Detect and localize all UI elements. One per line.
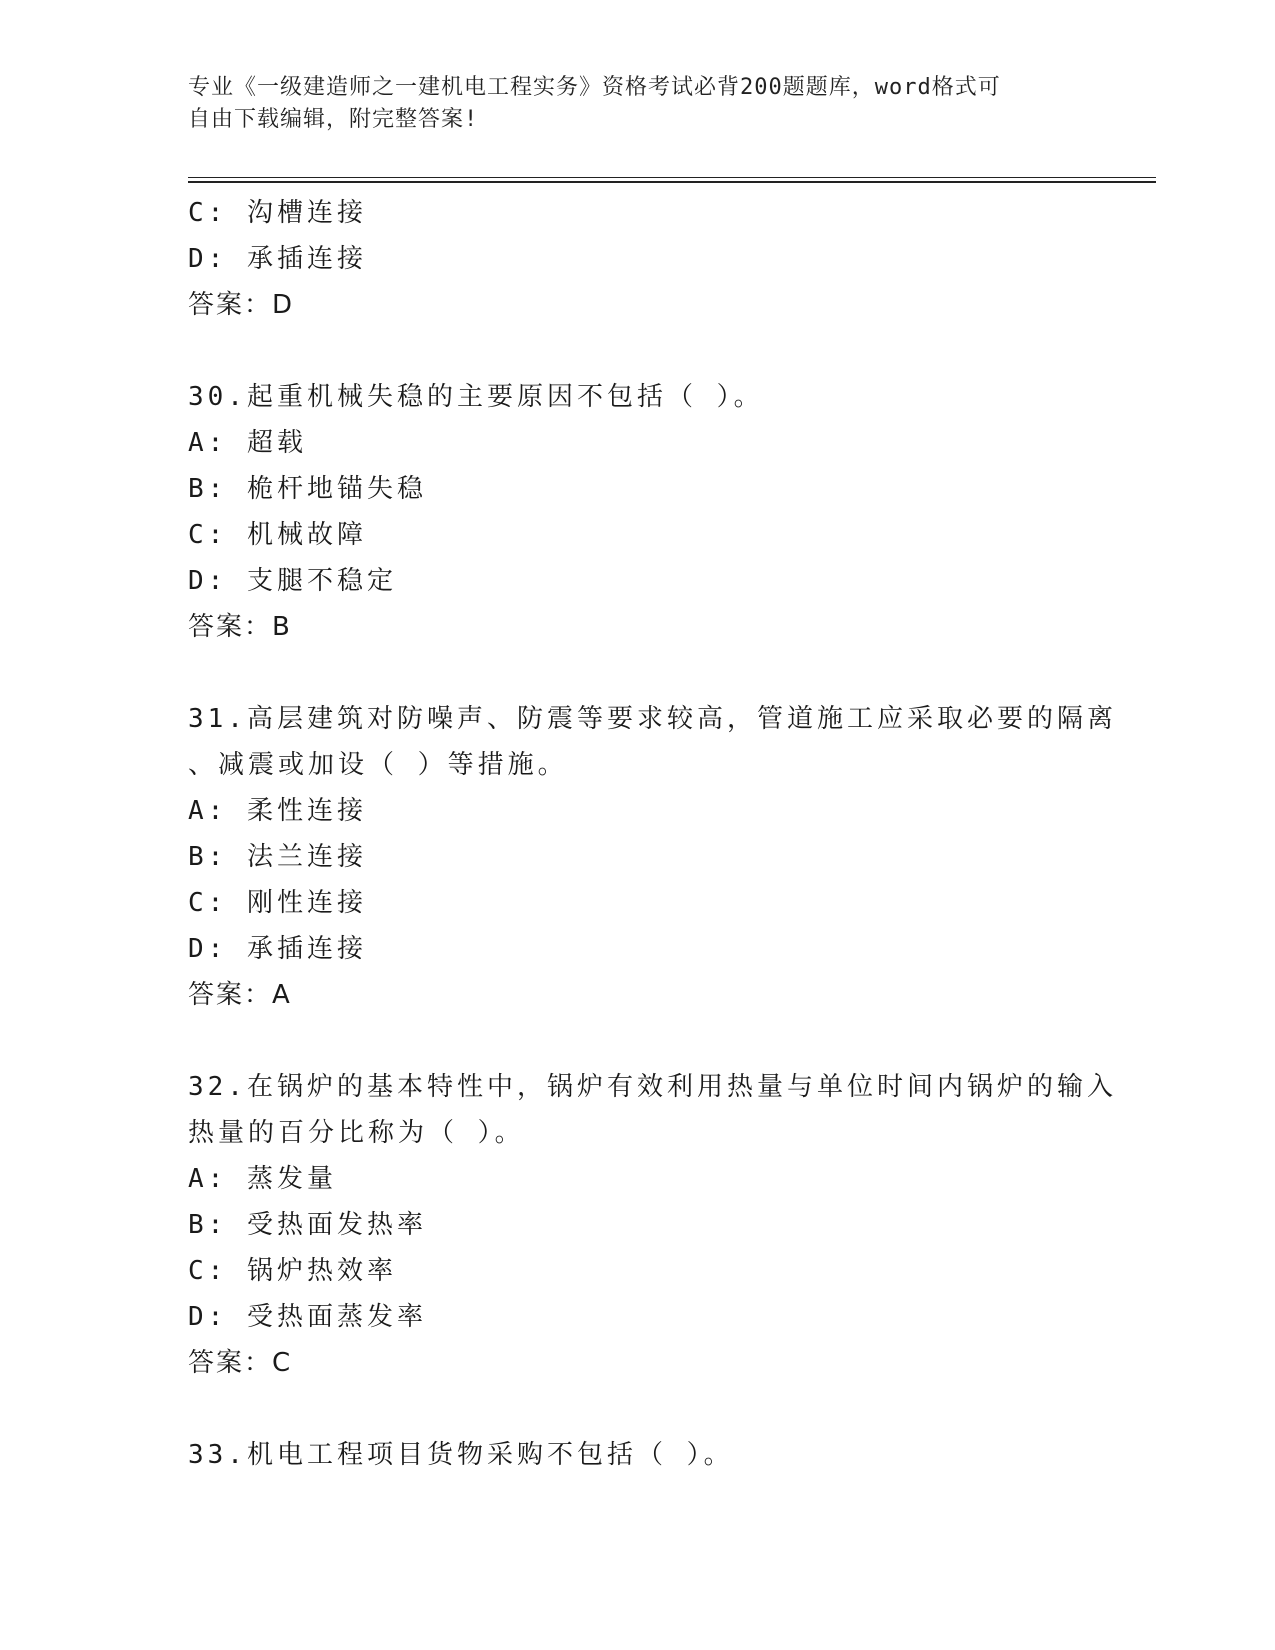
header-line-1: 专业《一级建造师之一建机电工程实务》资格考试必背200题题库，word格式可: [188, 75, 1001, 100]
option-c: C: 刚性连接: [188, 888, 367, 918]
question-text-line-2: 、减震或加设（ ）等措施。: [188, 750, 568, 780]
spacer: [188, 1386, 1088, 1432]
answer-line: 答案：A: [188, 980, 292, 1010]
question-text-line-1: 32.在锅炉的基本特性中，锅炉有效利用热量与单位时间内锅炉的输入: [188, 1072, 1117, 1102]
option-d: D: 受热面蒸发率: [188, 1302, 427, 1332]
spacer: [188, 650, 1088, 696]
answer-line: 答案：D: [188, 290, 295, 320]
option-a: A: 超载: [188, 428, 307, 458]
option-d: D: 支腿不稳定: [188, 566, 397, 596]
question-text-line-2: 热量的百分比称为（ ）。: [188, 1118, 525, 1148]
option-c: C: 机械故障: [188, 520, 367, 550]
option-a: A: 蒸发量: [188, 1164, 337, 1194]
answer-line: 答案：C: [188, 1348, 293, 1378]
option-d: D: 承插连接: [188, 934, 367, 964]
question-32-block: [188, 1064, 1117, 1386]
question-text: 30.起重机械失稳的主要原因不包括（ ）。: [188, 382, 764, 412]
header-divider-thin: [188, 177, 1156, 178]
answer-line: 答案：B: [188, 612, 292, 642]
header-divider-thick: [188, 181, 1156, 183]
option-b: B: 受热面发热率: [188, 1210, 427, 1240]
option-a: A: 柔性连接: [188, 796, 367, 826]
question-33-block: [188, 1432, 1088, 1478]
option-d: D: 承插连接: [188, 244, 367, 274]
spacer: [188, 328, 1088, 374]
question-text-line-1: 31.高层建筑对防噪声、防震等要求较高，管道施工应采取必要的隔离: [188, 704, 1117, 734]
document-header: [188, 72, 1068, 136]
spacer: [188, 1018, 1088, 1064]
option-b: B: 桅杆地锚失稳: [188, 474, 427, 504]
continued-question-block: [188, 190, 1088, 328]
question-31-block: [188, 696, 1117, 1018]
question-30-block: [188, 374, 1088, 650]
option-b: B: 法兰连接: [188, 842, 367, 872]
header-line-2: 自由下载编辑，附完整答案!: [188, 107, 479, 132]
question-list: [188, 190, 1117, 1478]
option-c: C: 沟槽连接: [188, 198, 367, 228]
question-text: 33.机电工程项目货物采购不包括（ ）。: [188, 1440, 734, 1470]
option-c: C: 锅炉热效率: [188, 1256, 397, 1286]
